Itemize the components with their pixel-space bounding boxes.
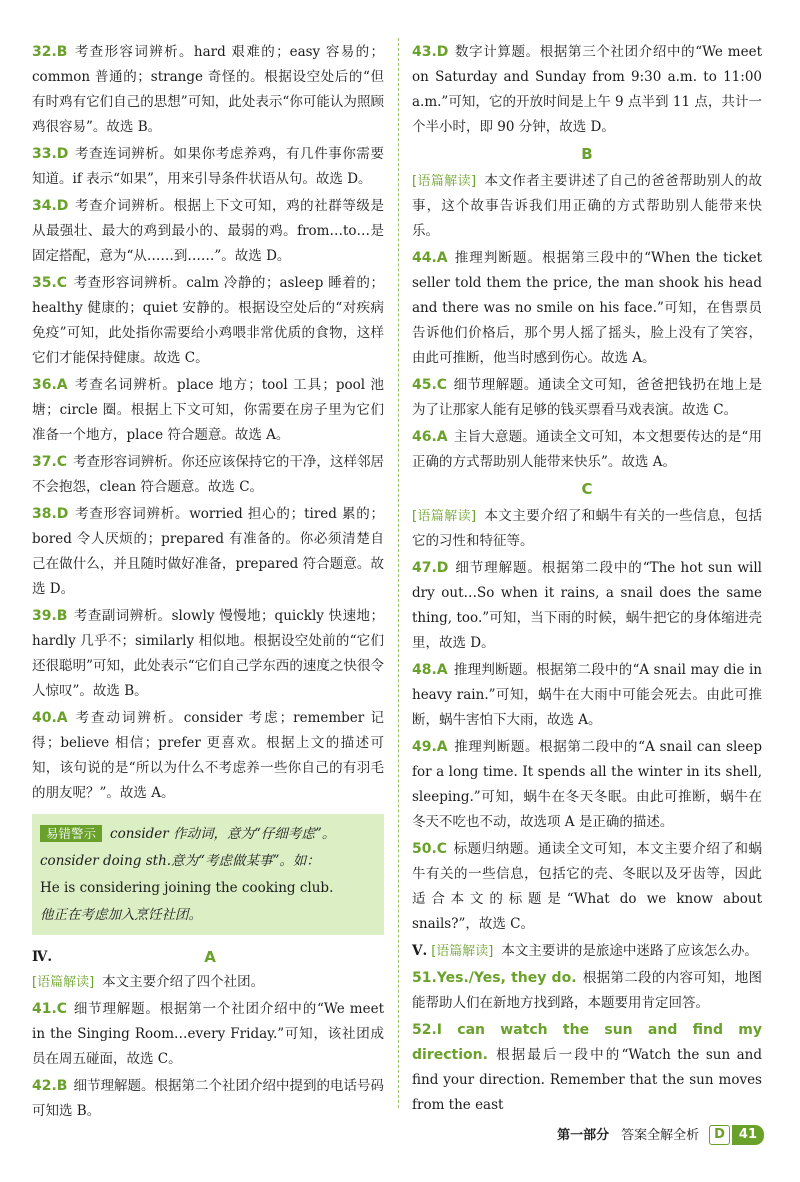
reading-tag: [语篇解读] [431,944,494,959]
reading-summary [32,970,384,995]
answer-text: 细节理解题。根据第一个社团介绍中的“We meet in the Singing Room…every Friday.”可知，该社团成员在周五碰面，故选 C。 [32,1001,384,1067]
answer-number: 32.B [32,44,68,60]
answer-text: 考查连词辨析。如果你考虑养鸡，有几件事你需要知道。if 表示“如果”，用来引导条件状语从句。故选 D。 [32,146,384,187]
reading-summary [412,939,762,964]
answer-item [32,373,384,448]
answer-item [32,450,384,500]
section-letter: C [581,480,593,498]
answer-text: 考查形容词辨析。calm 冷静的；asleep 睡着的；healthy 健康的；quiet 安静的。根据设空处后的“对疾病免疫”可知，此处指你需要给小鸡喂非常优质的食物，这样它们才能保持健康。故选 C。 [32,275,384,366]
section-letter: B [581,145,593,163]
answer-item [32,502,384,602]
answer-item [32,142,384,192]
answer-item [412,425,762,475]
answer-item [412,1018,762,1118]
answer-number: 50.C [412,841,448,857]
section-letter: A [204,948,216,966]
answer-number: 52.I can watch the sun and find my direction. [412,1022,762,1063]
answer-number: 34.D [32,198,69,214]
answer-number: 35.C [32,275,68,291]
answer-text: 根据第二段的内容可知，地图能帮助人们在新地方找到路，本题要用肯定回答。 [412,970,762,1011]
answer-text: 考查形容词辨析。hard 艰难的；easy 容易的；common 普通的；strange 奇怪的。根据设空处后的“但有时鸡有它们自己的思想”可知，此处表示“你可能认为照顾鸡很容易”。故选 B。 [32,44,384,135]
section-roman: Ⅴ. [412,943,428,959]
tip-line: consider 作动词，意为“仔细考虑”。 [110,826,336,842]
answer-number: 45.C [412,377,448,393]
answer-item [412,658,762,733]
answer-text: 推理判断题。根据第三段中的“When the ticket seller told them the price, the man shook his head and there was no smile on his face.”可知，在售票员告诉他们价格后，那个男人摇了摇头，脸上没有了笑容，由此可推断，他当时感到伤心。故选 A。 [412,250,762,366]
answer-number: 42.B [32,1078,68,1094]
answer-number: 38.D [32,506,69,522]
answer-item [32,706,384,806]
answer-item [412,40,762,140]
tip-box [32,814,384,935]
answer-number: 47.D [412,560,449,576]
answer-number: 33.D [32,146,69,162]
answer-number: 36.A [32,377,68,393]
answer-number: 41.C [32,1001,68,1017]
answer-item [412,735,762,835]
reading-summary [412,169,762,244]
section-iv-header [32,945,384,970]
answer-item [412,556,762,656]
answer-text: 推理判断题。根据第二段中的“A snail may die in heavy rain.”可知，蜗牛在大雨中可能会死去。由此可推断，蜗牛害怕下大雨，故选 A。 [412,662,762,728]
answer-item [32,604,384,704]
footer-badge: D [709,1125,730,1145]
footer-title: 答案全解全析 [621,1127,700,1143]
answer-item [32,997,384,1072]
reading-text: 本文主要介绍了四个社团。 [102,974,265,990]
answer-item [412,966,762,1016]
reading-tag: [语篇解读] [412,174,477,189]
answer-item [32,271,384,371]
answer-number: 39.B [32,608,68,624]
answer-text: 数字计算题。根据第三个社团介绍中的“We meet on Saturday and Sunday from 9:30 a.m. to 11:00 a.m.”可知，它的开放时间是上午 9 点半到 11 点，共计一个半小时，即 90 分钟，故选 D。 [412,44,762,135]
reading-tag: [语篇解读] [32,975,95,990]
footer-part: 第一部分 [557,1127,610,1143]
answer-number: 51.Yes./Yes, they do. [412,970,577,986]
answer-text: 考查形容词辨析。worried 担心的；tired 累的；bored 令人厌烦的；prepared 有准备的。你必须清楚自己在做什么，并且随时做好准备，prepared 符合题意。故选 D。 [32,506,384,597]
answer-number: 37.C [32,454,68,470]
tip-translation: 他正在考虑加入烹饪社团。 [40,907,202,923]
answer-text: 细节理解题。根据第二段中的“The hot sun will dry out…So when it rains, a snail does the same thing, too.”可知，当下雨的时候，蜗牛把它的身体缩进壳里，故选 D。 [412,560,762,651]
answer-text: 标题归纳题。通读全文可知，本文主要介绍了和蜗牛有关的一些信息，包括它的壳、冬眠以及牙齿等，因此适合本文的标题是“What do we know about snails?”，故选 C。 [412,841,762,932]
answer-item [412,246,762,371]
answer-number: 44.A [412,250,448,266]
right-column [412,40,762,1120]
section-roman: Ⅳ. [32,949,53,965]
tip-example: He is considering joining the cooking club. [40,880,334,896]
answer-item [32,40,384,140]
answer-number: 43.D [412,44,449,60]
answer-number: 46.A [412,429,448,445]
answer-item [412,373,762,423]
answer-text: 考查名词辨析。place 地方；tool 工具；pool 池塘；circle 圈。根据上下文可知，你需要在房子里为它们准备一个地方，place 符合题意。故选 A。 [32,377,384,443]
answer-number: 40.A [32,710,68,726]
reading-text: 本文主要介绍了和蜗牛有关的一些信息，包括它的习性和特征等。 [412,508,762,549]
column-divider [398,38,399,1108]
answer-text: 推理判断题。根据第二段中的“A snail can sleep for a long time. It spends all the winter in its shell, sleeping.”可知，蜗牛在冬天冬眠。由此可推断，蜗牛在冬天不吃也不动，故选项 A 是正确的描述。 [412,739,762,830]
left-column [32,40,384,1126]
answer-text: 主旨大意题。通读全文可知，本文想要传达的是“用正确的方式帮助别人能带来快乐”。故选 A。 [412,429,762,470]
answer-text: 考查副词辨析。slowly 慢慢地；quickly 快速地；hardly 几乎不；similarly 相似地。根据设空处前的“它们还很聪明”可知，此处表示“它们自己学东西的速度之快很令人惊叹”。故选 B。 [32,608,384,699]
answer-number: 48.A [412,662,448,678]
page-number: 41 [732,1125,764,1145]
answer-text: 考查介词辨析。根据上下文可知，鸡的社群等级是从最强壮、最大的鸡到最小的、最弱的鸡。from…to…是固定搭配，意为“从……到……”。故选 D。 [32,198,384,264]
reading-summary [412,504,762,554]
page-footer [557,1122,764,1148]
answer-number: 49.A [412,739,448,755]
answer-text: 根据最后一段中的“Watch the sun and find your direction. Remember that the sun moves from the east [412,1047,762,1113]
reading-text: 本文主要讲的是旅途中迷路了应该怎么办。 [501,943,758,959]
answer-item [32,1074,384,1124]
reading-tag: [语篇解读] [412,509,477,524]
answer-text: 细节理解题。根据第二个社团介绍中提到的电话号码可知选 B。 [32,1078,384,1119]
answer-text: 考查形容词辨析。你还应该保持它的干净，这样邻居不会抱怨，clean 符合题意。故选 C。 [32,454,384,495]
answer-item [32,194,384,269]
answer-item [412,837,762,937]
tip-label: 易错警示 [40,825,102,842]
reading-text: 本文作者主要讲述了自己的爸爸帮助别人的故事，这个故事告诉我们用正确的方式帮助别人能带来快乐。 [412,173,762,239]
answer-text: 细节理解题。通读全文可知，爸爸把钱扔在地上是为了让那家人能有足够的钱买票看马戏表演。故选 C。 [412,377,762,418]
tip-line: consider doing sth.意为“考虑做某事”。如： [40,853,320,869]
answer-text: 考查动词辨析。consider 考虑；remember 记得；believe 相信；prefer 更喜欢。根据上文的描述可知，该句说的是“所以为什么不考虑养一些你自己的有羽毛的朋友呢？”。故选 A。 [32,710,384,801]
